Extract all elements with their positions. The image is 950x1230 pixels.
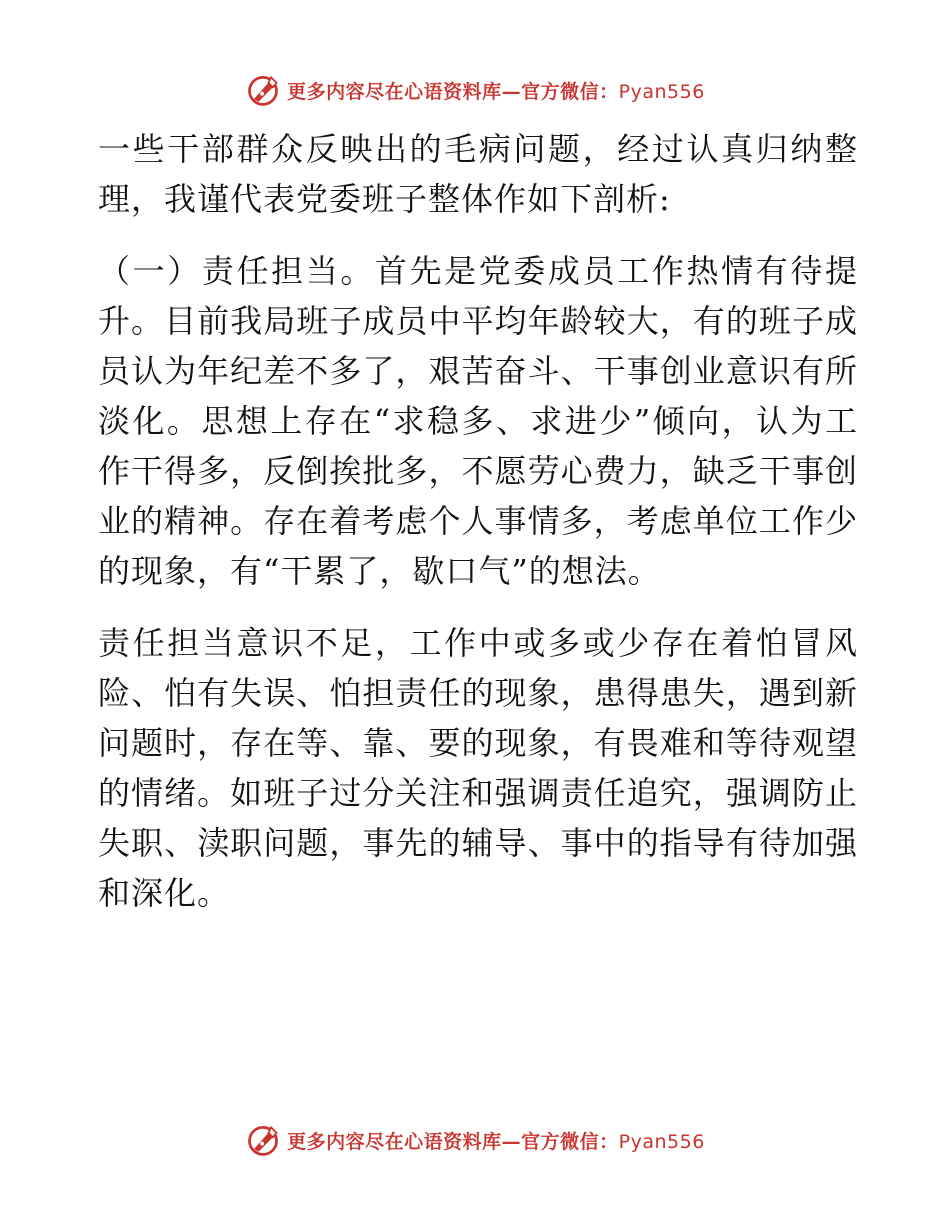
header-watermark [0,70,950,110]
watermark-text [287,77,705,104]
paragraph-intro: 一些干部群众反映出的毛病问题，经过认真归纳整理，我谨代表党委班子整体作如下剖析: [98,130,858,218]
pen-nib-logo-icon [245,72,281,108]
watermark-brand: 更多内容尽在心语资料库—官方微信： [287,80,619,103]
document-body [98,124,858,940]
watermark-text [287,1127,705,1154]
pen-nib-logo-icon [245,1122,281,1158]
paragraph-responsibility: （一）责任担当。首先是党委成员工作热情有待提升。目前我局班子成员中平均年龄较大，有的班子成员认为年纪差不多了，艰苦奋斗、干事创业意识有所淡化。思想上存在“求稳多、求进少”倾向，认为工作干得多，反倒挨批多，不愿劳心费力，缺乏干事创业的精神。存在着考虑个人事情多，考虑单位工作少的现象，有“干累了，歇口气”的想法。 [98,252,858,590]
watermark-contact: Pyan556 [618,80,705,103]
watermark-contact: Pyan556 [618,1130,705,1153]
paragraph-responsibility-awareness: 责任担当意识不足，工作中或多或少存在着怕冒风险、怕有失误、怕担责任的现象，患得患失，遇到新问题时，存在等、靠、要的现象，有畏难和等待观望的情绪。如班子过分关注和强调责任追究，强调防止失职、渎职问题，事先的辅导、事中的指导有待加强和深化。 [98,624,858,912]
watermark-brand: 更多内容尽在心语资料库—官方微信： [287,1130,619,1153]
footer-watermark [0,1120,950,1160]
